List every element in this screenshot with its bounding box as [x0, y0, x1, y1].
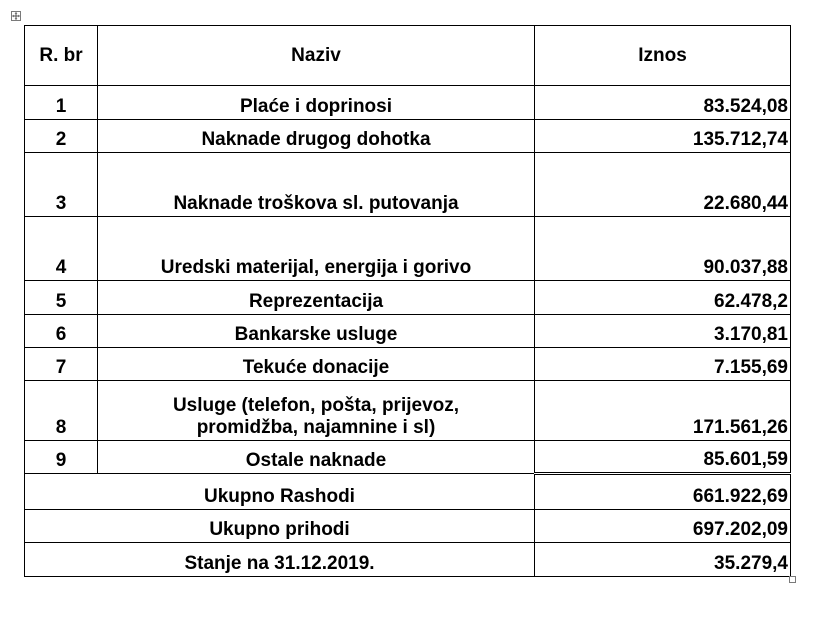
total-iznos[interactable]: 697.202,09 — [535, 510, 791, 543]
table-row — [25, 281, 791, 315]
table-row — [25, 441, 791, 474]
table-row — [25, 153, 791, 217]
row-iznos[interactable]: 90.037,88 — [535, 217, 791, 281]
row-naziv[interactable]: Naknade drugog dohotka — [98, 120, 535, 153]
row-naziv[interactable]: Ostale naknade — [98, 441, 535, 474]
row-naziv-line-1: Usluge (telefon, pošta, prijevoz, — [172, 395, 460, 416]
header-row — [25, 26, 791, 86]
table-move-handle[interactable] — [11, 11, 21, 21]
total-label[interactable]: Stanje na 31.12.2019. — [25, 543, 535, 577]
table-row — [25, 315, 791, 348]
row-number[interactable]: 3 — [25, 153, 98, 217]
table-resize-handle[interactable] — [789, 576, 796, 583]
move-arrows-icon — [12, 12, 20, 20]
header-naziv[interactable]: Naziv — [98, 26, 535, 86]
row-iznos[interactable]: 22.680,44 — [535, 153, 791, 217]
header-iznos[interactable]: Iznos — [535, 26, 791, 86]
row-iznos[interactable]: 7.155,69 — [535, 348, 791, 381]
expense-table — [24, 25, 791, 577]
total-label[interactable]: Ukupno prihodi — [25, 510, 535, 543]
row-number[interactable]: 1 — [25, 86, 98, 120]
row-naziv[interactable]: Naknade troškova sl. putovanja — [98, 153, 535, 217]
row-number[interactable]: 8 — [25, 381, 98, 441]
row-number[interactable]: 4 — [25, 217, 98, 281]
row-number[interactable]: 2 — [25, 120, 98, 153]
row-iznos[interactable]: 62.478,2 — [535, 281, 791, 315]
row-naziv[interactable]: Bankarske usluge — [98, 315, 535, 348]
row-naziv[interactable]: Uredski materijal, energija i gorivo — [98, 217, 535, 281]
table-row — [25, 381, 791, 441]
table-row — [25, 217, 791, 281]
table-row — [25, 348, 791, 381]
total-label[interactable]: Ukupno Rashodi — [25, 474, 535, 510]
row-number[interactable]: 9 — [25, 441, 98, 474]
row-number[interactable]: 5 — [25, 281, 98, 315]
header-rbr[interactable]: R. br — [25, 26, 98, 86]
row-number[interactable]: 7 — [25, 348, 98, 381]
total-row-stanje — [25, 543, 791, 577]
row-number[interactable]: 6 — [25, 315, 98, 348]
total-iznos[interactable]: 661.922,69 — [535, 474, 791, 510]
total-iznos[interactable]: 35.279,4 — [535, 543, 791, 577]
row-iznos[interactable]: 83.524,08 — [535, 86, 791, 120]
row-iznos[interactable]: 85.601,59 — [535, 441, 791, 474]
row-iznos[interactable]: 171.561,26 — [535, 381, 791, 441]
row-naziv[interactable]: Plaće i doprinosi — [98, 86, 535, 120]
row-naziv-line-2: promidžba, najamnine i sl) — [196, 417, 436, 438]
total-row-prihodi — [25, 510, 791, 543]
row-iznos[interactable]: 135.712,74 — [535, 120, 791, 153]
row-naziv[interactable] — [98, 381, 535, 441]
table-row — [25, 120, 791, 153]
row-naziv[interactable]: Reprezentacija — [98, 281, 535, 315]
row-iznos[interactable]: 3.170,81 — [535, 315, 791, 348]
table-row — [25, 86, 791, 120]
row-naziv[interactable]: Tekuće donacije — [98, 348, 535, 381]
total-row-rashodi — [25, 474, 791, 510]
